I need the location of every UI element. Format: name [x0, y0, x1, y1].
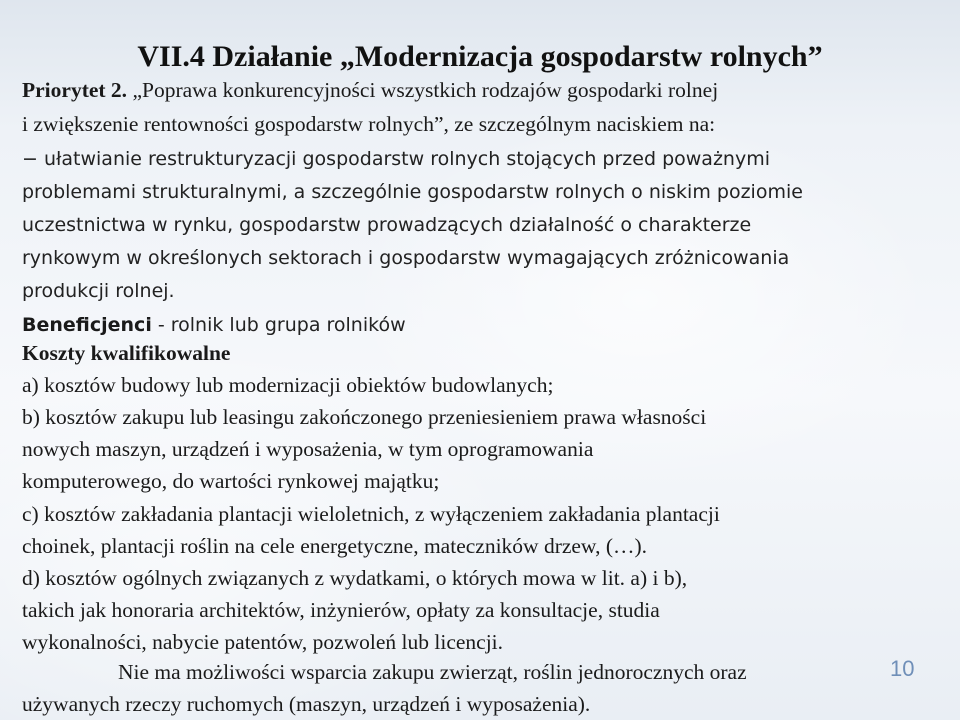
- page-number: 10: [890, 656, 915, 681]
- priority-text-1: „Poprawa konkurencyjności wszystkich rodzajów gospodarki rolnej: [127, 78, 719, 102]
- beneficiaries-label: Beneficjenci: [22, 314, 152, 336]
- priority-line-1: [22, 80, 718, 102]
- cost-line: a) kosztów budowy lub modernizacji obiektów budowlanych;: [22, 373, 554, 397]
- cost-line: c) kosztów zakładania plantacji wieloletnich, z wyłączeniem zakładania plantacji: [22, 502, 720, 526]
- bullet-line: uczestnictwa w rynku, gospodarstw prowadzących działalność o charakterze: [22, 214, 752, 236]
- bullet-line: problemami strukturalnymi, a szczególnie gospodarstw rolnych o niskim poziomie: [22, 181, 803, 203]
- cost-line: b) kosztów zakupu lub leasingu zakończonego przeniesieniem prawa własności: [22, 405, 707, 429]
- beneficiaries-line: [22, 314, 406, 336]
- cost-line: komputerowego, do wartości rynkowej majątku;: [22, 469, 440, 493]
- priority-label: Priorytet 2.: [22, 78, 128, 102]
- note-line-1: Nie ma możliwości wsparcia zakupu zwierząt, roślin jednorocznych oraz: [118, 660, 747, 684]
- cost-line: wykonalności, nabycie patentów, pozwoleń lub licencji.: [22, 630, 504, 654]
- cost-line: choinek, plantacji roślin na cele energetyczne, mateczników drzew, (…).: [22, 534, 648, 558]
- note-line-2: używanych rzeczy ruchomych (maszyn, urządzeń i wyposażenia).: [22, 692, 591, 716]
- bullet-line: rynkowym w określonych sektorach i gospodarstw wymagających zróżnicowania: [22, 247, 790, 269]
- cost-line: takich jak honoraria architektów, inżynierów, opłaty za konsultacje, studia: [22, 598, 660, 622]
- cost-line: d) kosztów ogólnych związanych z wydatkami, o których mowa w lit. a) i b),: [22, 566, 688, 590]
- slide-title: VII.4 Działanie „Modernizacja gospodarstw rolnych”: [137, 40, 823, 73]
- cost-line: nowych maszyn, urządzeń i wyposażenia, w tym oprogramowania: [22, 437, 594, 461]
- priority-line-2: i zwiększenie rentowności gospodarstw rolnych”, ze szczególnym naciskiem na:: [22, 112, 716, 136]
- costs-heading: Koszty kwalifikowalne: [22, 341, 231, 365]
- bullet-line: − ułatwianie restrukturyzacji gospodarstw rolnych stojących przed poważnymi: [22, 148, 770, 170]
- bullet-line: produkcji rolnej.: [22, 280, 175, 302]
- beneficiaries-text: - rolnik lub grupa rolników: [151, 314, 406, 336]
